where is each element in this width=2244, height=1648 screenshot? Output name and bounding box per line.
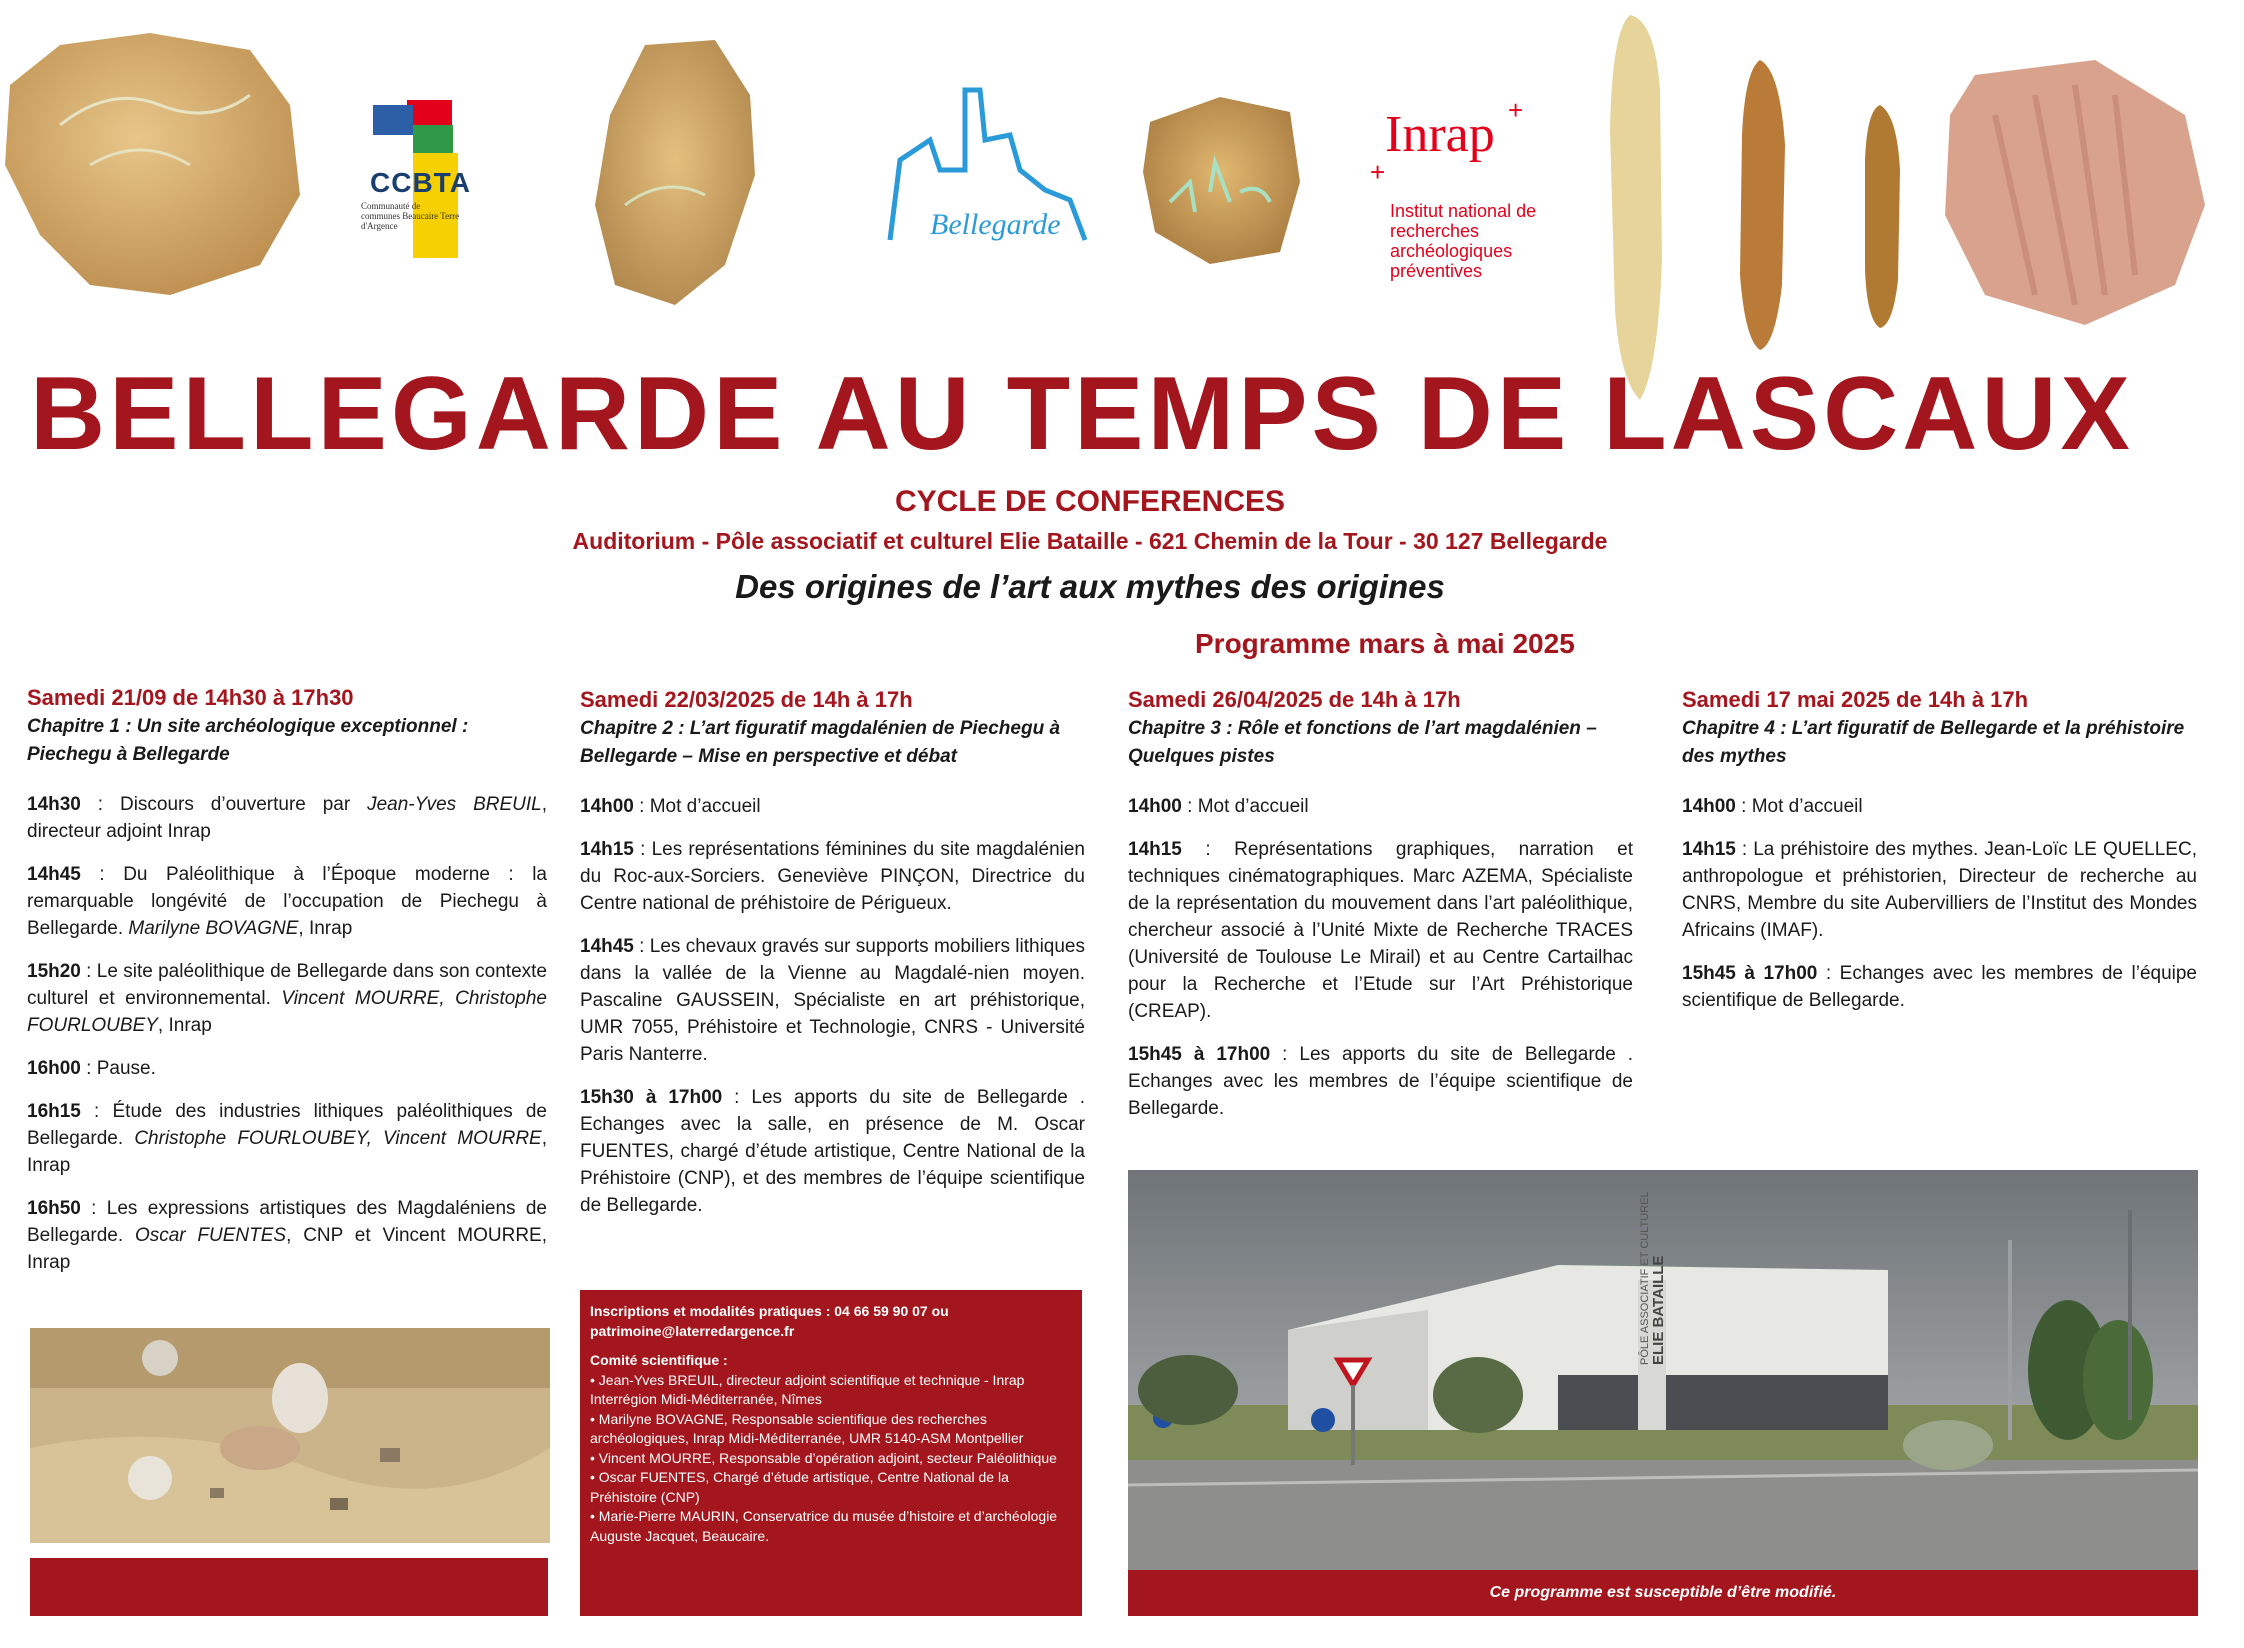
- inscriptions-contact: Inscriptions et modalités pratiques : 04 66 59 90 07 ou patrimoine@laterredargence.fr: [590, 1303, 949, 1339]
- inrap-subtitle: Institut national de recherches archéologiques préventives: [1390, 201, 1537, 281]
- decorative-bar: [30, 1558, 548, 1616]
- excavation-photo: [30, 1328, 550, 1543]
- flint-core: [1935, 55, 2210, 330]
- svg-text:ELIE BATAILLE: ELIE BATAILLE: [1650, 1255, 1667, 1365]
- subtitle: Des origines de l’art aux mythes des origines: [735, 568, 1445, 605]
- chapter-title: Chapitre 3 : Rôle et fonctions de l’art magdalénien – Quelques pistes: [1128, 718, 1597, 767]
- chapter-title: Chapitre 1 : Un site archéologique exceptionnel : Piechegu à Bellegarde: [27, 716, 469, 765]
- bellegarde-name: Bellegarde: [930, 208, 1061, 241]
- flint-blade-3: [1855, 100, 1910, 330]
- schedule-item: 14h30 : Discours d’ouverture par Jean-Yves BREUIL, directeur adjoint Inrap: [27, 794, 547, 842]
- session-date: Samedi 26/04/2025 de 14h à 17h: [1128, 687, 1461, 712]
- committee-member: • Marilyne BOVAGNE, Responsable scientifique des recherches archéologiques, Inrap Midi-Méditerranée, UMR 5140-ASM Montpellier: [590, 1410, 1024, 1446]
- schedule-item: 16h15 : Étude des industries lithiques paléolithiques de Bellegarde. Christophe FOURLOUBEY, Vincent MOURRE, Inrap: [27, 1101, 548, 1176]
- inrap-name: Inrap: [1385, 106, 1495, 163]
- schedule-item: 14h00 : Mot d’accueil: [1682, 796, 1863, 817]
- schedule-item: 16h00 : Pause.: [27, 1058, 156, 1079]
- bellegarde-logo: [870, 80, 1110, 250]
- schedule-item: 14h15 : Représentations graphiques, narration et techniques cinématographiques. Marc AZEMA, Spécialiste de la représentation du mouvement dans l’art paléolithique, chercheur associé à l’Unité Mixte de Recherche TRACES (Université de Toulouse Le Mirail) et au Centre Cartailhac pour la Recherche et l’Etude sur l’Art Préhistorique (CREAP).: [1128, 839, 1633, 1022]
- flint-blade-2: [1730, 55, 1795, 355]
- engraved-stone-1: [0, 15, 305, 305]
- session-column-3: [1128, 685, 1633, 1138]
- schedule-item: 14h15 : Les représentations féminines du site magdalénien du Roc-aux-Sorciers. Geneviève PINÇON, Directrice du Centre national de préhistoire de Périgueux.: [580, 839, 1085, 914]
- schedule-item: 14h45 : Les chevaux gravés sur supports mobiliers lithiques dans la vallée de la Vienne au Magdalé-nien moyen. Pascaline GAUSSEIN, Spécialiste en art préhistorique, UMR 7055, Préhistoire et Technologie, CNRS - Université Paris Nanterre.: [580, 936, 1085, 1065]
- venue-address: Auditorium - Pôle associatif et culturel Elie Bataille - 621 Chemin de la Tour - 30 127 Bellegarde: [572, 528, 1608, 554]
- chapter-title: Chapitre 4 : L’art figuratif de Bellegarde et la préhistoire des mythes: [1682, 718, 2185, 767]
- session-date: Samedi 21/09 de 14h30 à 17h30: [27, 685, 354, 710]
- notice-banner: Ce programme est susceptible d’être modifié.: [1128, 1570, 2198, 1616]
- schedule-item: 15h20 : Le site paléolithique de Bellegarde dans son contexte culturel et environnemental. Vincent MOURRE, Christophe FOURLOUBEY, Inrap: [27, 961, 547, 1036]
- committee-member: • Jean-Yves BREUIL, directeur adjoint scientifique et technique - Inrap Interrégion Midi-Méditerranée, Nîmes: [590, 1371, 1025, 1407]
- session-column-1: [27, 683, 547, 1292]
- engraved-stone-2: [585, 35, 760, 310]
- schedule-item: 15h45 à 17h00 : Echanges avec les membres de l’équipe scientifique de Bellegarde.: [1682, 963, 2197, 1011]
- main-title: BELLEGARDE AU TEMPS DE LASCAUX: [30, 356, 2134, 472]
- engraved-stone-3: [1140, 92, 1305, 267]
- schedule-item: 14h00 : Mot d’accueil: [580, 796, 761, 817]
- schedule-item: 15h30 à 17h00 : Les apports du site de Bellegarde . Echanges avec la salle, en présence de M. Oscar FUENTES, chargé d’étude artistique, Centre National de la Préhistoire (CNP), et des membres de l’équipe scientifique de Bellegarde.: [580, 1087, 1085, 1216]
- cycle-title: CYCLE DE CONFERENCES: [894, 485, 1286, 518]
- schedule-item: 16h50 : Les expressions artistiques des Magdaléniens de Bellegarde. Oscar FUENTES, CNP et Vincent MOURRE, Inrap: [27, 1198, 548, 1273]
- committee-title: Comité scientifique :: [590, 1352, 728, 1368]
- session-column-4: [1682, 685, 2197, 1030]
- committee-member: • Vincent MOURRE, Responsable d’opération adjoint, secteur Paléolithique: [590, 1449, 1057, 1466]
- ccbta-name: CCBTA: [370, 167, 471, 198]
- committee-member: • Marie-Pierre MAURIN, Conservatrice du musée d’histoire et d’archéologie Auguste Jacquet, Beaucaire.: [590, 1508, 1058, 1544]
- programme-period: Programme mars à mai 2025: [1195, 628, 1575, 659]
- schedule-item: 14h00 : Mot d’accueil: [1128, 796, 1309, 817]
- schedule-item: 14h45 : Du Paléolithique à l’Époque moderne : la remarquable longévité de l’occupation de Piechegu à Bellegarde. Marilyne BOVAGNE, Inrap: [27, 864, 547, 939]
- svg-text:PÔLE ASSOCIATIF ET CULTUREL: PÔLE ASSOCIATIF ET CULTUREL: [1639, 1191, 1651, 1365]
- info-box: [580, 1290, 1082, 1616]
- ccbta-logo: [355, 95, 505, 265]
- session-date: Samedi 22/03/2025 de 14h à 17h: [580, 687, 913, 712]
- flint-blade-1: [1600, 10, 1675, 405]
- inrap-logo: Inrap + + Institut national de recherches archéologiques préventives: [1370, 95, 1560, 295]
- building-photo: [1128, 1170, 2198, 1570]
- committee-member: • Oscar FUENTES, Chargé d’étude artistique, Centre National de la Préhistoire (CNP): [590, 1469, 1009, 1505]
- session-date: Samedi 17 mai 2025 de 14h à 17h: [1682, 687, 2029, 712]
- schedule-item: 14h15 : La préhistoire des mythes. Jean-Loïc LE QUELLEC, anthropologue et préhistorien, Directeur de recherche au CNRS, Membre du site Aubervilliers de l’Institut des Mondes Africains (IMAF).: [1682, 839, 2197, 941]
- schedule-item: 15h45 à 17h00 : Les apports du site de Bellegarde . Echanges avec les membres de l’équipe scientifique de Bellegarde.: [1128, 1044, 1633, 1119]
- session-column-2: [580, 685, 1085, 1235]
- ccbta-subtitle: Communauté de communes Beaucaire Terre d'Argence: [361, 201, 460, 231]
- chapter-title: Chapitre 2 : L’art figuratif magdalénien de Piechegu à Bellegarde – Mise en perspective et débat: [580, 718, 1061, 767]
